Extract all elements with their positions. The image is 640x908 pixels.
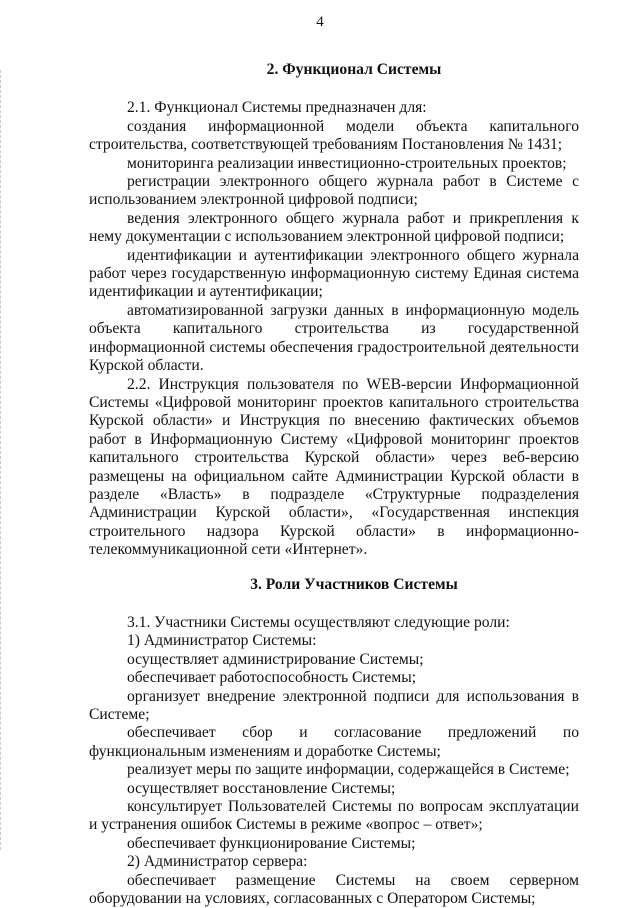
page-number: 4 (316, 14, 324, 30)
list-item: осуществляет восстановление Системы; (127, 779, 396, 797)
paragraph-3-1: 3.1. Участники Системы осуществляют следующие роли: (127, 613, 510, 631)
list-item: консультирует Пользователей Системы по вопросам эксплуатации и устранения ошибок Системы в режиме «вопрос – ответ»; (89, 798, 579, 834)
role-heading: 1) Администратор Системы: (127, 632, 317, 650)
list-item: обеспечивает размещение Системы на своем серверном оборудовании на условиях, согласованных с Оператором Системы; (89, 871, 579, 908)
paragraph-2-1: 2.1. Функционал Системы предназначен для: (127, 99, 427, 117)
list-item: автоматизированной загрузки данных в информационную модель объекта капитального строительства из государственной информационной системы обеспечения градостроительной деятельности Курской области. (89, 301, 579, 375)
list-item: идентификации и аутентификации электронного общего журнала работ через государственную информационную систему Единая система идентификации и аутентификации; (89, 246, 579, 301)
list-item: мониторинга реализации инвестиционно-строительных проектов; (127, 154, 567, 172)
scan-edge (0, 70, 3, 850)
list-item: организует внедрение электронной подписи для использования в Системе; (89, 687, 579, 723)
list-item: создания информационной модели объекта капитального строительства, соответствующей требованиям Постановления № 1431; (89, 117, 579, 154)
role-heading: 2) Администратор сервера: (127, 853, 308, 871)
list-item: регистрации электронного общего журнала работ в Системе с использованием электронной цифровой подписи; (89, 173, 579, 209)
list-item: ведения электронного общего журнала работ и прикрепления к нему документации с использованием электронной цифровой подписи; (89, 209, 579, 246)
section-3-title: 3. Роли Участников Системы (250, 575, 458, 593)
list-item: реализует меры по защите информации, содержащейся в Системе; (127, 761, 570, 779)
list-item: обеспечивает сбор и согласование предложений по функциональным изменениям и доработке Системы; (89, 724, 579, 760)
list-item: обеспечивает функционирование Системы; (127, 834, 416, 852)
list-item: осуществляет администрирование Системы; (127, 650, 424, 668)
section-2-title: 2. Функционал Системы (266, 61, 442, 78)
paragraph-2-2: 2.2. Инструкция пользователя по WEB-версии Информационной Системы «Цифровой мониторинг проектов капитального строительства Курской области» и Инструкция по внесению фактических объемов работ в Информационную Систему «Цифровой мониторинг проектов капитального строительства Курской области» через веб-версию размещены на официальном сайте Администрации Курской области в разделе «Власть» в подразделе «Структурные подразделения Администрации Курской области», «Государственная инспекция строительного надзора Курской области» в информационно-телекоммуникационной сети «Интернет». (89, 375, 579, 559)
list-item: обеспечивает работоспособность Системы; (127, 669, 417, 687)
document-body (89, 61, 579, 908)
